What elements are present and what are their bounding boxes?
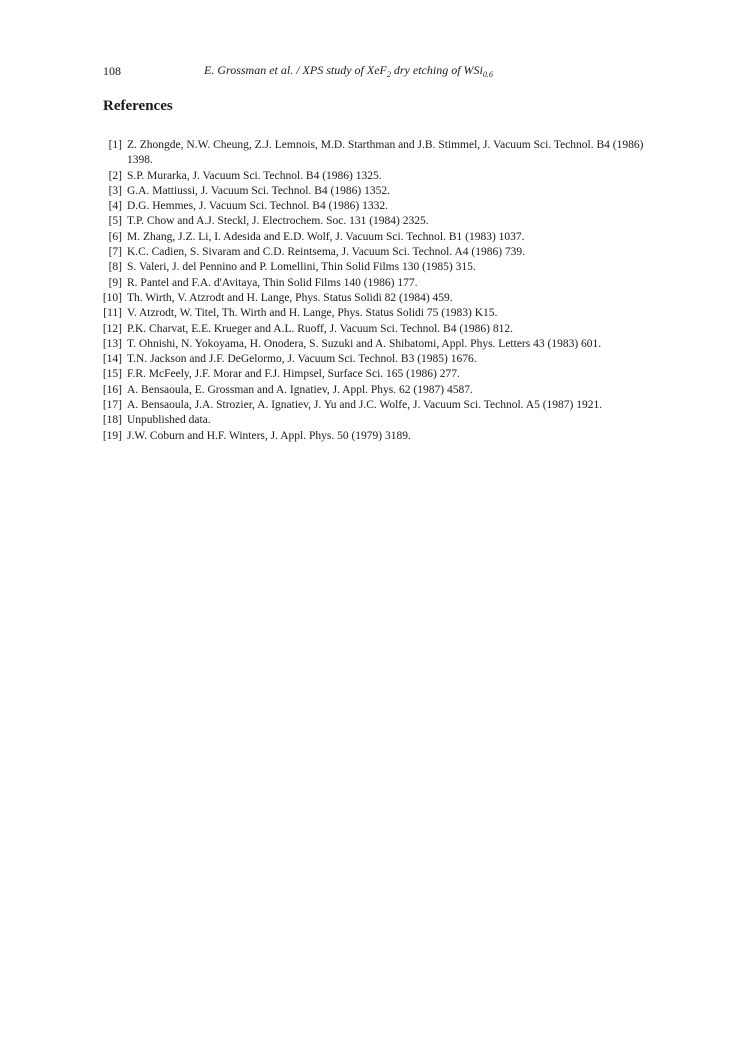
reference-item	[100, 199, 645, 214]
running-head	[204, 63, 493, 78]
reference-number: [18]	[102, 414, 122, 427]
reference-item	[100, 276, 645, 291]
reference-item	[100, 413, 645, 428]
reference-item	[100, 291, 645, 306]
reference-item	[100, 306, 645, 321]
reference-number: [15]	[102, 368, 122, 381]
reference-item	[100, 230, 645, 245]
reference-number: [13]	[102, 337, 122, 350]
reference-text: J.W. Coburn and H.F. Winters, J. Appl. Phys. 50 (1979) 3189.	[127, 429, 411, 442]
reference-text: F.R. McFeely, J.F. Morar and F.J. Himpsel, Surface Sci. 165 (1986) 277.	[127, 368, 460, 381]
reference-text: V. Atzrodt, W. Titel, Th. Wirth and H. Lange, Phys. Status Solidi 75 (1983) K15.	[127, 307, 498, 320]
reference-text: Th. Wirth, V. Atzrodt and H. Lange, Phys. Status Solidi 82 (1984) 459.	[127, 291, 453, 304]
reference-text: P.K. Charvat, E.E. Krueger and A.L. Ruoff, J. Vacuum Sci. Technol. B4 (1986) 812.	[127, 322, 513, 335]
reference-item	[100, 337, 645, 352]
reference-text: S.P. Murarka, J. Vacuum Sci. Technol. B4 (1986) 1325.	[127, 169, 382, 182]
reference-text: S. Valeri, J. del Pennino and P. Lomellini, Thin Solid Films 130 (1985) 315.	[127, 261, 476, 274]
reference-number: [11]	[103, 307, 122, 320]
reference-number: [8]	[108, 261, 122, 274]
reference-number: [1]	[108, 139, 122, 151]
running-head-middle: dry etching of WSi	[390, 63, 483, 77]
reference-text: Z. Zhongde, N.W. Cheung, Z.J. Lemnois, M.D. Starthman and J.B. Stimmel, J. Vacuum Sci. Technol. B4 (1986) 1398.	[127, 139, 644, 167]
running-head-prefix: E. Grossman et al. / XPS study of XeF	[204, 63, 387, 77]
reference-text: A. Bensaoula, J.A. Strozier, A. Ignatiev, J. Yu and J.C. Wolfe, J. Vacuum Sci. Technol. A5 (1987) 1921.	[127, 399, 603, 412]
reference-text: R. Pantel and F.A. d'Avitaya, Thin Solid Films 140 (1986) 177.	[127, 276, 418, 289]
reference-list	[100, 138, 645, 444]
reference-number: [3]	[108, 184, 122, 197]
reference-text: T.P. Chow and A.J. Steckl, J. Electrochem. Soc. 131 (1984) 2325.	[127, 215, 429, 228]
reference-number: [5]	[108, 215, 122, 228]
reference-item	[100, 169, 645, 184]
reference-item	[100, 322, 645, 337]
reference-number: [10]	[102, 291, 122, 304]
reference-number: [4]	[108, 200, 122, 213]
reference-item	[100, 245, 645, 260]
reference-number: [14]	[102, 353, 122, 366]
reference-text: T.N. Jackson and J.F. DeGelormo, J. Vacuum Sci. Technol. B3 (1985) 1676.	[127, 353, 477, 366]
reference-text: A. Bensaoula, E. Grossman and A. Ignatiev, J. Appl. Phys. 62 (1987) 4587.	[127, 383, 473, 396]
reference-item	[100, 214, 645, 229]
reference-text: D.G. Hemmes, J. Vacuum Sci. Technol. B4 (1986) 1332.	[127, 200, 389, 213]
page-number: 108	[103, 64, 121, 78]
reference-number: [9]	[108, 276, 122, 289]
section-title: References	[103, 98, 173, 114]
reference-item	[100, 138, 645, 169]
reference-number: [17]	[102, 399, 122, 412]
reference-text: T. Ohnishi, N. Yokoyama, H. Onodera, S. Suzuki and A. Shibatomi, Appl. Phys. Letters 43 (1983) 601.	[127, 337, 602, 350]
reference-number: [2]	[108, 169, 122, 182]
reference-item	[100, 352, 645, 367]
running-head-subscript-2: 0.6	[482, 70, 493, 79]
reference-item	[100, 383, 645, 398]
reference-item	[100, 260, 645, 275]
reference-text: M. Zhang, J.Z. Li, I. Adesida and E.D. Wolf, J. Vacuum Sci. Technol. B1 (1983) 1037.	[127, 230, 525, 243]
reference-number: [16]	[102, 383, 122, 396]
reference-item	[100, 398, 645, 413]
reference-item	[100, 429, 645, 444]
reference-text: G.A. Mattiussi, J. Vacuum Sci. Technol. B4 (1986) 1352.	[127, 184, 390, 197]
reference-number: [7]	[108, 246, 122, 259]
reference-item	[100, 367, 645, 382]
running-head-subscript-1: 2	[386, 70, 391, 79]
reference-text: Unpublished data.	[127, 414, 211, 427]
reference-number: [19]	[102, 429, 122, 442]
reference-text: K.C. Cadien, S. Sivaram and C.D. Reintsema, J. Vacuum Sci. Technol. A4 (1986) 739.	[127, 246, 526, 259]
reference-item	[100, 184, 645, 199]
reference-number: [6]	[108, 230, 122, 243]
reference-number: [12]	[102, 322, 122, 335]
